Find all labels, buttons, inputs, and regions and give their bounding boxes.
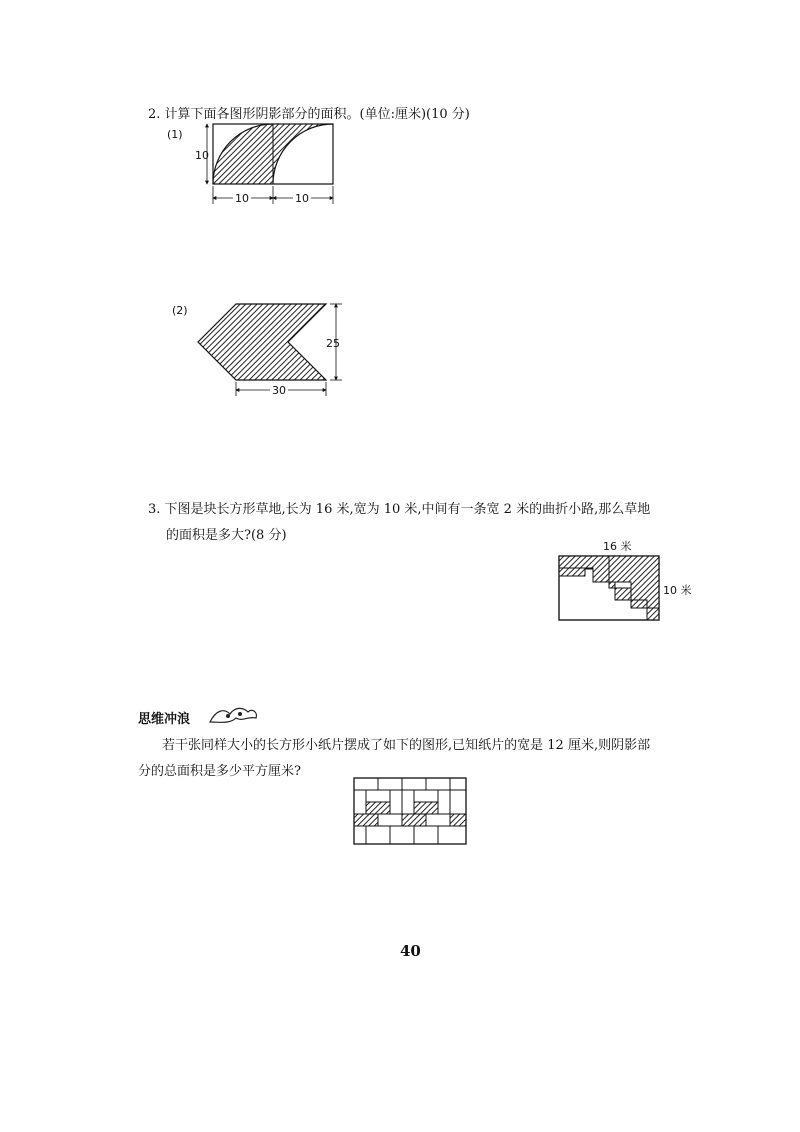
thinking-heading: 思维冲浪 [138,712,191,727]
figure-1-label: (1) [167,128,183,141]
figure-3-lawn-path [555,536,705,636]
figure-3-length-label: 16 米 [603,540,632,553]
figure-2-chevron [170,300,360,400]
q2-prompt: 2. 计算下面各图形阴影部分的面积。(单位:厘米)(10 分) [148,107,470,122]
wave-icon [208,704,260,726]
figure-1-shaded-arcs [165,124,355,214]
figure-3-width-label: 10 米 [663,584,692,597]
figure-1-width-left-label: 10 [235,192,249,205]
figure-2-height-label: 25 [326,337,340,350]
thinking-prompt-line-2: 分的总面积是多少平方厘米? [138,764,301,779]
figure-2-label: (2) [172,304,188,317]
thinking-prompt-line-1: 若干张同样大小的长方形小纸片摆成了如下的图形,已知纸片的宽是 12 厘米,则阴影部 [162,738,651,753]
q3-prompt-line-2: 的面积是多大?(8 分) [166,528,287,543]
page-number: 40 [400,942,421,960]
figure-1-width-right-label: 10 [295,192,309,205]
figure-1-height-label: 10 [195,149,209,162]
thinking-paper-tiling [350,776,470,848]
figure-2-width-label: 30 [272,384,286,397]
q3-prompt-line-1: 3. 下图是块长方形草地,长为 16 米,宽为 10 米,中间有一条宽 2 米的曲折小路,那么草地 [148,502,651,517]
